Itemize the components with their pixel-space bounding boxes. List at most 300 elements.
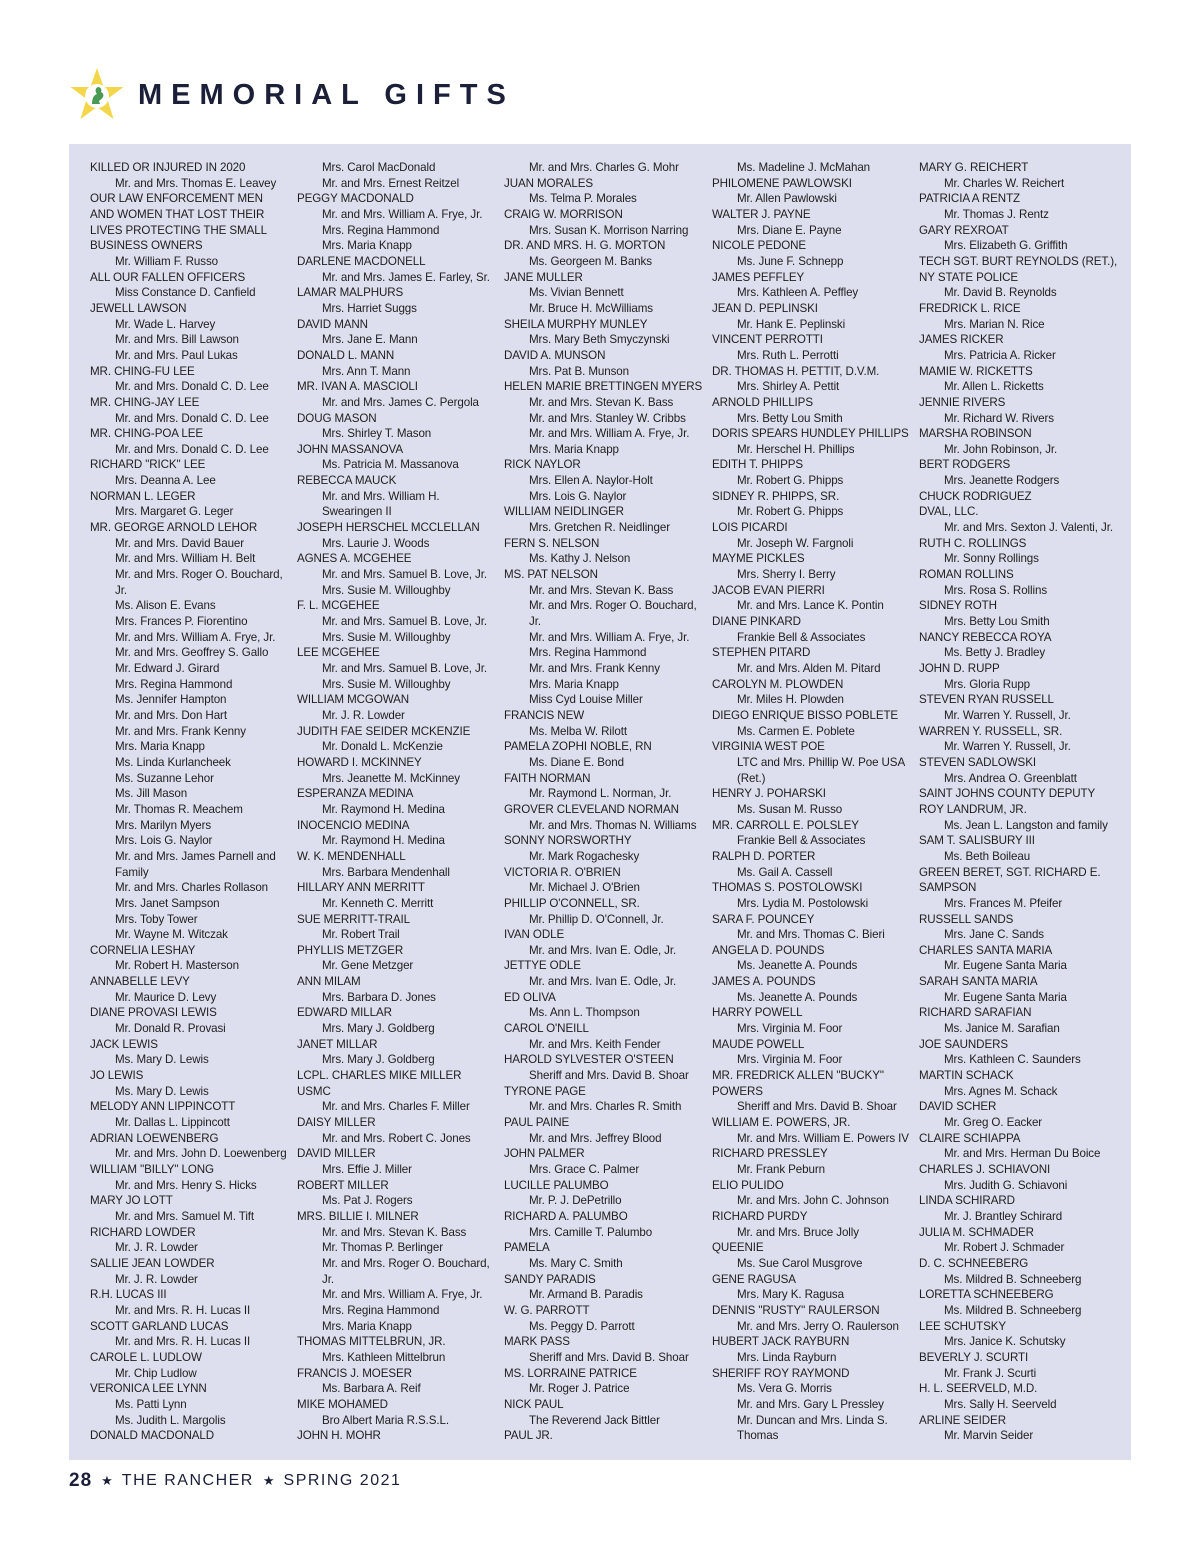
donor-name: Mrs. Regina Hammond — [322, 1303, 440, 1317]
donor-name: Ms. Jill Mason — [115, 787, 188, 801]
donor-name: Mr. J. R. Lowder — [115, 1241, 198, 1255]
honoree-name: DAVID SCHER — [919, 1100, 997, 1114]
honoree-name: DARLENE MACDONELL — [297, 254, 426, 268]
honoree-name: D. C. SCHNEEBERG — [919, 1256, 1029, 1270]
donor-name: Mrs. Harriet Suggs — [322, 301, 417, 315]
honoree-name: LORETTA SCHNEEBERG — [919, 1288, 1054, 1302]
honoree-name: POWERS — [712, 1084, 763, 1098]
issue-label: SPRING 2021 — [283, 1472, 402, 1489]
honoree-name: ANGELA D. POUNDS — [712, 943, 825, 957]
donor-name: Mr. and Mrs. Bruce Jolly — [737, 1225, 859, 1239]
honoree-name: JAMES A. POUNDS — [712, 975, 816, 989]
donor-name: Mr. Eugene Santa Maria — [944, 990, 1067, 1004]
honoree-name: GROVER CLEVELAND NORMAN — [504, 802, 679, 816]
honoree-name: INOCENCIO MEDINA — [297, 818, 410, 832]
memorial-column-4 — [712, 160, 912, 1444]
donor-name: Swearingen II — [322, 505, 392, 519]
donor-name: Mr. Thomas R. Meachem — [115, 802, 243, 816]
donor-name: Mrs. Patricia A. Ricker — [944, 348, 1056, 362]
honoree-name: VIRGINIA WEST POE — [712, 740, 825, 754]
honoree-name: MR. IVAN A. MASCIOLI — [297, 380, 418, 394]
donor-name: Ms. Mary D. Lewis — [115, 1084, 209, 1098]
honoree-name: BEVERLY J. SCURTI — [919, 1350, 1029, 1364]
donor-name: Mrs. Ruth L. Perrotti — [737, 348, 839, 362]
honoree-name: DONALD L. MANN — [297, 348, 395, 362]
honoree-name: ARLINE SEIDER — [919, 1413, 1006, 1427]
donor-name: Mr. Miles H. Plowden — [737, 693, 844, 707]
honoree-name: H. L. SEERVELD, M.D. — [919, 1382, 1038, 1396]
donor-name: Mr. and Mrs. James C. Pergola — [322, 395, 479, 409]
donor-name: Mr. Joseph W. Fargnoli — [737, 536, 854, 550]
donor-name: Mrs. Maria Knapp — [529, 442, 619, 456]
donor-name: Ms. Jeanette A. Pounds — [737, 990, 858, 1004]
donor-name: Mrs. Jeanette Rodgers — [944, 474, 1060, 488]
donor-name: Mr. Allen L. Ricketts — [944, 380, 1044, 394]
donor-name: Mrs. Linda Rayburn — [737, 1350, 837, 1364]
honoree-name: CORNELIA LESHAY — [90, 943, 196, 957]
donor-name: Mr. Herschel H. Phillips — [737, 442, 855, 456]
donor-name: Mrs. Ann T. Mann — [322, 364, 411, 378]
honoree-name: SARA F. POUNCEY — [712, 912, 815, 926]
honoree-name: MAUDE POWELL — [712, 1037, 805, 1051]
donor-name: Ms. Vera G. Morris — [737, 1382, 832, 1396]
honoree-name: RALPH D. PORTER — [712, 849, 816, 863]
donor-name: Ms. Diane E. Bond — [529, 755, 624, 769]
donor-name: Mrs. Regina Hammond — [529, 646, 647, 660]
donor-name: Frankie Bell & Associates — [737, 630, 866, 644]
honoree-name: VICTORIA R. O'BRIEN — [504, 865, 621, 879]
donor-name: Ms. Madeline J. McMahan — [737, 161, 871, 174]
donor-name: Mr. Raymond H. Medina — [322, 802, 445, 816]
donor-name: Ms. Vivian Bennett — [529, 286, 624, 300]
donor-name: Mrs. Susie M. Willoughby — [322, 630, 451, 644]
donor-name: Mr. and Mrs. Keith Fender — [529, 1037, 661, 1051]
honoree-name: W. K. MENDENHALL — [297, 849, 406, 863]
honoree-name: HAROLD SYLVESTER O'STEEN — [504, 1053, 674, 1067]
donor-name: Ms. Jeanette A. Pounds — [737, 959, 858, 973]
donor-name: Ms. Ann L. Thompson — [529, 1006, 640, 1020]
donor-name: Mrs. Camille T. Palumbo — [529, 1225, 653, 1239]
honoree-name: SONNY NORSWORTHY — [504, 834, 632, 848]
honoree-name: ALL OUR FALLEN OFFICERS — [90, 270, 246, 284]
donor-name: Ms. Carmen E. Poblete — [737, 724, 855, 738]
donor-name: Mrs. Frances P. Fiorentino — [115, 615, 248, 629]
honoree-name: ROY LANDRUM, JR. — [919, 802, 1027, 816]
honoree-name: JO LEWIS — [90, 1069, 144, 1083]
honoree-name: NORMAN L. LEGER — [90, 489, 196, 503]
donor-name: Mr. and Mrs. Ernest Reitzel — [322, 176, 460, 190]
donor-name: Ms. Patricia M. Massanova — [322, 458, 459, 472]
donor-name: Mrs. Sherry I. Berry — [737, 568, 836, 582]
donor-name: Mr. and Mrs. Frank Kenny — [529, 662, 660, 675]
donor-name: Ms. Patti Lynn — [115, 1397, 187, 1411]
honoree-name: MARSHA ROBINSON — [919, 427, 1032, 441]
honoree-name: DAVID MILLER — [297, 1147, 376, 1161]
honoree-name: ANN MILAM — [297, 975, 361, 989]
honoree-name: WILLIAM NEIDLINGER — [504, 505, 624, 519]
honoree-name: STEPHEN PITARD — [712, 646, 811, 660]
donor-name: (Ret.) — [737, 771, 766, 785]
honoree-name: MS. PAT NELSON — [504, 568, 598, 582]
donor-name: Ms. Gail A. Cassell — [737, 865, 833, 879]
honoree-name: SHEILA MURPHY MUNLEY — [504, 317, 648, 331]
honoree-name: RICHARD PRESSLEY — [712, 1147, 828, 1161]
memorial-column-3 — [504, 160, 704, 1444]
honoree-name: MAMIE W. RICKETTS — [919, 364, 1033, 378]
honoree-name: DIEGO ENRIQUE BISSO POBLETE — [712, 708, 899, 722]
honoree-name: SANDY PARADIS — [504, 1272, 596, 1286]
donor-name: Mrs. Pat B. Munson — [529, 364, 630, 378]
donor-name: Ms. Suzanne Lehor — [115, 771, 214, 785]
donor-name: Ms. Mary C. Smith — [529, 1256, 623, 1270]
honoree-name: FREDRICK L. RICE — [919, 301, 1021, 315]
donor-name: Mrs. Shirley T. Mason — [322, 427, 432, 441]
honoree-name: ROMAN ROLLINS — [919, 568, 1014, 582]
donor-name: Mrs. Susie M. Willoughby — [322, 583, 451, 597]
honoree-name: LUCILLE PALUMBO — [504, 1178, 609, 1192]
donor-name: Mr. Robert J. Schmader — [944, 1241, 1065, 1255]
honoree-name: GENE RAGUSA — [712, 1272, 796, 1286]
honoree-name: LIVES PROTECTING THE SMALL — [90, 223, 267, 237]
donor-name: Ms. June F. Schnepp — [737, 254, 844, 268]
donor-name: Mrs. Mary J. Goldberg — [322, 1053, 435, 1067]
honoree-name: JUAN MORALES — [504, 176, 593, 190]
donor-name: Mr. and Mrs. Roger O. Bouchard, — [115, 568, 283, 582]
page-title: MEMORIAL GIFTS — [138, 78, 515, 111]
honoree-name: SALLIE JEAN LOWDER — [90, 1256, 215, 1270]
honoree-name: LEE SCHUTSKY — [919, 1319, 1007, 1333]
donor-name: Mr. and Mrs. Thomas N. Williams — [529, 818, 697, 832]
donor-name: Mr. Donald R. Provasi — [115, 1022, 226, 1036]
donor-name: Mrs. Maria Knapp — [322, 239, 412, 253]
donor-name: Mr. Edward J. Girard — [115, 662, 220, 675]
honoree-name: MIKE MOHAMED — [297, 1397, 388, 1411]
donor-name: Mrs. Marian N. Rice — [944, 317, 1045, 331]
honoree-name: DORIS SPEARS HUNDLEY PHILLIPS — [712, 427, 909, 441]
honoree-name: JOE SAUNDERS — [919, 1037, 1008, 1051]
donor-name: Mrs. Toby Tower — [115, 912, 198, 926]
donor-name: Mr. and Mrs. William A. Frye, Jr. — [529, 630, 690, 644]
donor-name: Mrs. Susie M. Willoughby — [322, 677, 451, 691]
honoree-name: JUDITH FAE SEIDER MCKENZIE — [297, 724, 471, 738]
honoree-name: JETTYE ODLE — [504, 959, 581, 973]
donor-name: Mrs. Barbara Mendenhall — [322, 865, 450, 879]
honoree-name: NANCY REBECCA ROYA — [919, 630, 1052, 644]
honoree-name: SHERIFF ROY RAYMOND — [712, 1366, 850, 1380]
donor-name: Mr. and Mrs. Samuel B. Love, Jr. — [322, 662, 487, 675]
donor-name: Mr. and Mrs. Charles F. Miller — [322, 1100, 470, 1114]
donor-name: Mrs. Virginia M. Foor — [737, 1022, 843, 1036]
donor-name: Mrs. Mary Beth Smyczynski — [529, 333, 670, 347]
donor-name: Mr. Michael J. O'Brien — [529, 881, 640, 895]
donor-name: Mr. Frank J. Scurti — [944, 1366, 1037, 1380]
honoree-name: HARRY POWELL — [712, 1006, 803, 1020]
honoree-name: DR. AND MRS. H. G. MORTON — [504, 239, 666, 253]
donor-name: Ms. Mary D. Lewis — [115, 1053, 209, 1067]
donor-name: Mrs. Laurie J. Woods — [322, 536, 430, 550]
donor-name: Mr. Sonny Rollings — [944, 552, 1039, 566]
honoree-name: PAMELA ZOPHI NOBLE, RN — [504, 740, 652, 754]
honoree-name: JOHN PALMER — [504, 1147, 585, 1161]
donor-name: Mr. and Mrs. Roger O. Bouchard, — [529, 599, 697, 613]
donor-name: Mr. and Mrs. Stevan K. Bass — [529, 583, 674, 597]
donor-name: Mr. and Mrs. William H. — [322, 489, 440, 503]
honoree-name: JULIA M. SCHMADER — [919, 1225, 1034, 1239]
honoree-name: CHARLES J. SCHIAVONI — [919, 1163, 1051, 1176]
star-badge-icon — [68, 66, 126, 124]
donor-name: Mr. Warren Y. Russell, Jr. — [944, 740, 1071, 754]
honoree-name: JANE MULLER — [504, 270, 583, 284]
honoree-name: FRANCIS J. MOESER — [297, 1366, 412, 1380]
honoree-name: PEGGY MACDONALD — [297, 192, 414, 206]
donor-name: Frankie Bell & Associates — [737, 834, 866, 848]
honoree-name: PAMELA — [504, 1241, 550, 1255]
donor-name: Mr. and Mrs. Geoffrey S. Gallo — [115, 646, 269, 660]
honoree-name: RICHARD SARAFIAN — [919, 1006, 1032, 1020]
honoree-name: THOMAS S. POSTOLOWSKI — [712, 881, 863, 895]
donor-name: Family — [115, 865, 149, 879]
honoree-name: TECH SGT. BURT REYNOLDS (RET.), — [919, 254, 1118, 268]
honoree-name: JOHN MASSANOVA — [297, 442, 403, 456]
donor-name: Mrs. Gloria Rupp — [944, 677, 1031, 691]
donor-name: Mr. and Mrs. James Parnell and — [115, 849, 276, 863]
honoree-name: MR. GEORGE ARNOLD LEHOR — [90, 521, 258, 535]
donor-name: Jr. — [115, 583, 127, 597]
memorial-column-1 — [90, 160, 290, 1444]
donor-name: Mr. and Mrs. William A. Frye, Jr. — [322, 1288, 483, 1302]
donor-name: Mrs. Agnes M. Schack — [944, 1084, 1058, 1098]
donor-name: Mr. Charles W. Reichert — [944, 176, 1065, 190]
honoree-name: JENNIE RIVERS — [919, 395, 1006, 409]
donor-name: Mr. and Mrs. Don Hart — [115, 708, 227, 722]
honoree-name: RICHARD "RICK" LEE — [90, 458, 206, 472]
honoree-name: LEE MCGEHEE — [297, 646, 380, 660]
honoree-name: KILLED OR INJURED IN 2020 — [90, 161, 246, 174]
donor-name: Mrs. Kathleen Mittelbrun — [322, 1350, 446, 1364]
page-number: 28 — [69, 1470, 93, 1491]
donor-name: Ms. Telma P. Morales — [529, 192, 637, 206]
donor-name: Mr. Hank E. Peplinski — [737, 317, 846, 331]
donor-name: Ms. Peggy D. Parrott — [529, 1319, 635, 1333]
donor-name: Mr. Warren Y. Russell, Jr. — [944, 708, 1071, 722]
donor-name: Mrs. Betty Lou Smith — [944, 615, 1050, 629]
donor-name: Mr. and Mrs. Sexton J. Valenti, Jr. — [944, 521, 1113, 535]
donor-name: Mr. and Mrs. Donald C. D. Lee — [115, 411, 269, 425]
honoree-name: CRAIG W. MORRISON — [504, 207, 623, 221]
donor-name: Ms. Janice M. Sarafian — [944, 1022, 1060, 1036]
magazine-name: THE RANCHER — [121, 1472, 254, 1489]
honoree-name: MR. CHING-POA LEE — [90, 427, 203, 441]
honoree-name: TYRONE PAGE — [504, 1084, 586, 1098]
donor-name: Mrs. Elizabeth G. Griffith — [944, 239, 1068, 253]
honoree-name: MARY JO LOTT — [90, 1194, 173, 1208]
honoree-name: DENNIS "RUSTY" RAULERSON — [712, 1303, 880, 1317]
donor-name: Mrs. Regina Hammond — [322, 223, 440, 237]
honoree-name: HOWARD I. MCKINNEY — [297, 755, 422, 769]
honoree-name: HUBERT JACK RAYBURN — [712, 1335, 850, 1349]
donor-name: Mr. and Mrs. Robert C. Jones — [322, 1131, 471, 1145]
donor-name: Mrs. Margaret G. Leger — [115, 505, 234, 519]
donor-name: Mr. and Mrs. Bill Lawson — [115, 333, 239, 347]
honoree-name: MR. CARROLL E. POLSLEY — [712, 818, 859, 832]
honoree-name: MR. FREDRICK ALLEN "BUCKY" — [712, 1069, 884, 1083]
honoree-name: ANNABELLE LEVY — [90, 975, 190, 989]
honoree-name: MELODY ANN LIPPINCOTT — [90, 1100, 236, 1114]
honoree-name: BERT RODGERS — [919, 458, 1011, 472]
donor-name: Mrs. Janice K. Schutsky — [944, 1335, 1066, 1349]
donor-name: Mr. Raymond H. Medina — [322, 834, 445, 848]
donor-name: Mrs. Maria Knapp — [322, 1319, 412, 1333]
donor-name: Mr. J. Brantley Schirard — [944, 1209, 1063, 1223]
donor-name: Mr. and Mrs. R. H. Lucas II — [115, 1335, 251, 1349]
honoree-name: DIANE PROVASI LEWIS — [90, 1006, 217, 1020]
donor-name: Mr. Maurice D. Levy — [115, 990, 217, 1004]
donor-name: Mr. and Mrs. Frank Kenny — [115, 724, 246, 738]
donor-name: Mrs. Jeanette M. McKinney — [322, 771, 460, 785]
donor-name: Mrs. Diane E. Payne — [737, 223, 842, 237]
honoree-name: CHUCK RODRIGUEZ — [919, 489, 1032, 503]
donor-name: Mr. and Mrs. Lance K. Pontin — [737, 599, 884, 613]
donor-name: Ms. Pat J. Rogers — [322, 1194, 413, 1208]
honoree-name: DONALD MACDONALD — [90, 1429, 215, 1443]
donor-name: Ms. Jean L. Langston and family — [944, 818, 1108, 832]
donor-name: Mr. Mark Rogachesky — [529, 849, 640, 863]
donor-name: Jr. — [322, 1272, 334, 1286]
honoree-name: BUSINESS OWNERS — [90, 239, 203, 253]
donor-name: Mr. and Mrs. William A. Frye, Jr. — [529, 427, 690, 441]
honoree-name: PHILLIP O'CONNELL, SR. — [504, 896, 640, 910]
donor-name: Mrs. Frances M. Pfeifer — [944, 896, 1063, 910]
donor-name: Mrs. Shirley A. Pettit — [737, 380, 840, 394]
donor-name: Mr. Wade L. Harvey — [115, 317, 216, 331]
honoree-name: MAYME PICKLES — [712, 552, 805, 566]
donor-name: Sheriff and Mrs. David B. Shoar — [737, 1100, 897, 1114]
donor-name: Bro Albert Maria R.S.S.L. — [322, 1413, 450, 1427]
honoree-name: DOUG MASON — [297, 411, 377, 425]
honoree-name: MARK PASS — [504, 1335, 570, 1349]
honoree-name: JAMES RICKER — [919, 333, 1004, 347]
donor-name: Mrs. Maria Knapp — [529, 677, 619, 691]
donor-name: Mr. Donald L. McKenzie — [322, 740, 443, 754]
honoree-name: RICHARD PURDY — [712, 1209, 808, 1223]
donor-name: Sheriff and Mrs. David B. Shoar — [529, 1069, 689, 1083]
donor-name: Mrs. Andrea O. Greenblatt — [944, 771, 1077, 785]
donor-name: Mrs. Rosa S. Rollins — [944, 583, 1048, 597]
donor-name: Miss Constance D. Canfield — [115, 286, 256, 300]
honoree-name: W. G. PARROTT — [504, 1303, 590, 1317]
donor-name: Mr. and Mrs. Stevan K. Bass — [322, 1225, 467, 1239]
honoree-name: VINCENT PERROTTI — [712, 333, 823, 347]
donor-name: Mr. and Mrs. Samuel B. Love, Jr. — [322, 568, 487, 582]
honoree-name: MR. CHING-JAY LEE — [90, 395, 200, 409]
honoree-name: LCPL. CHARLES MIKE MILLER — [297, 1069, 462, 1083]
donor-name: Mr. and Mrs. Gary L Pressley — [737, 1397, 884, 1411]
honoree-name: SAM T. SALISBURY III — [919, 834, 1035, 848]
donor-name: Mr. Chip Ludlow — [115, 1366, 197, 1380]
donor-name: Mr. Gene Metzger — [322, 959, 414, 973]
honoree-name: ROBERT MILLER — [297, 1178, 389, 1192]
honoree-name: WALTER J. PAYNE — [712, 207, 811, 221]
donor-name: Mrs. Betty Lou Smith — [737, 411, 843, 425]
donor-name: Miss Cyd Louise Miller — [529, 693, 643, 707]
donor-name: Ms. Georgeen M. Banks — [529, 254, 652, 268]
honoree-name: THOMAS MITTELBRUN, JR. — [297, 1335, 446, 1349]
honoree-name: ELIO PULIDO — [712, 1178, 784, 1192]
donor-name: Mrs. Grace C. Palmer — [529, 1163, 640, 1176]
honoree-name: RICHARD A. PALUMBO — [504, 1209, 628, 1223]
honoree-name: ED OLIVA — [504, 990, 556, 1004]
honoree-name: STEVEN SADLOWSKI — [919, 755, 1036, 769]
donor-name: Mrs. Mary K. Ragusa — [737, 1288, 844, 1302]
honoree-name: EDWARD MILLAR — [297, 1006, 392, 1020]
honoree-name: CAROL O'NEILL — [504, 1022, 589, 1036]
honoree-name: USMC — [297, 1084, 331, 1098]
footer-separator-star-icon: ★ — [101, 1473, 113, 1488]
honoree-name: JOHN H. MOHR — [297, 1429, 381, 1443]
page-footer — [69, 1470, 401, 1492]
honoree-name: DVAL, LLC. — [919, 505, 979, 519]
donor-name: Mrs. Marilyn Myers — [115, 818, 212, 832]
donor-name: Mrs. Gretchen R. Neidlinger — [529, 521, 670, 535]
honoree-name: CLAIRE SCHIAPPA — [919, 1131, 1021, 1145]
donor-name: Mr. Robert Trail — [322, 928, 400, 942]
honoree-name: JEAN D. PEPLINSKI — [712, 301, 818, 315]
honoree-name: JEWELL LAWSON — [90, 301, 187, 315]
honoree-name: SAINT JOHNS COUNTY DEPUTY — [919, 787, 1096, 801]
honoree-name: R.H. LUCAS III — [90, 1288, 167, 1302]
donor-name: LTC and Mrs. Phillip W. Poe USA — [737, 755, 906, 769]
donor-name: Mr. and Mrs. R. H. Lucas II — [115, 1303, 251, 1317]
honoree-name: FRANCIS NEW — [504, 708, 585, 722]
donor-name: Mr. and Mrs. Donald C. D. Lee — [115, 442, 269, 456]
honoree-name: DAVID A. MUNSON — [504, 348, 606, 362]
honoree-name: DR. THOMAS H. PETTIT, D.V.M. — [712, 364, 880, 378]
donor-name: Mrs. Effie J. Miller — [322, 1163, 412, 1176]
donor-name: Mr. Robert H. Masterson — [115, 959, 239, 973]
honoree-name: NICOLE PEDONE — [712, 239, 807, 253]
donor-name: Ms. Beth Boileau — [944, 849, 1031, 863]
donor-name: Mrs. Kathleen C. Saunders — [944, 1053, 1081, 1067]
donor-name: Mr. and Mrs. Roger O. Bouchard, — [322, 1256, 490, 1270]
donor-name: Mr. John Robinson, Jr. — [944, 442, 1058, 456]
donor-name: Jr. — [529, 615, 541, 629]
donor-name: Mr. and Mrs. Thomas C. Bieri — [737, 928, 885, 942]
donor-name: Mr. and Mrs. Jeffrey Blood — [529, 1131, 662, 1145]
honoree-name: SCOTT GARLAND LUCAS — [90, 1319, 229, 1333]
donor-name: Mrs. Barbara D. Jones — [322, 990, 436, 1004]
honoree-name: EDITH T. PHIPPS — [712, 458, 804, 472]
donor-name: Mr. and Mrs. Charles Rollason — [115, 881, 269, 895]
honoree-name: DIANE PINKARD — [712, 615, 801, 629]
donor-name: Mr. and Mrs. Jerry O. Raulerson — [737, 1319, 899, 1333]
honoree-name: HENRY J. POHARSKI — [712, 787, 826, 801]
honoree-name: CAROLYN M. PLOWDEN — [712, 677, 844, 691]
donor-name: Mr. and Mrs. John D. Loewenberg — [115, 1147, 287, 1161]
honoree-name: OUR LAW ENFORCEMENT MEN — [90, 192, 263, 206]
honoree-name: GARY REXROAT — [919, 223, 1009, 237]
honoree-name: FERN S. NELSON — [504, 536, 600, 550]
donor-name: Mr. Armand B. Paradis — [529, 1288, 643, 1302]
donor-name: Thomas — [737, 1429, 779, 1443]
donor-name: The Reverend Jack Bittler — [529, 1413, 660, 1427]
donor-name: Mr. and Mrs. William H. Belt — [115, 552, 256, 566]
donor-name: Ms. Betty J. Bradley — [944, 646, 1046, 660]
donor-name: Mr. William F. Russo — [115, 254, 218, 268]
honoree-name: HILLARY ANN MERRITT — [297, 881, 425, 895]
honoree-name: PHILOMENE PAWLOWSKI — [712, 176, 852, 190]
donor-name: Mr. and Mrs. Charles R. Smith — [529, 1100, 682, 1114]
honoree-name: JACOB EVAN PIERRI — [712, 583, 825, 597]
